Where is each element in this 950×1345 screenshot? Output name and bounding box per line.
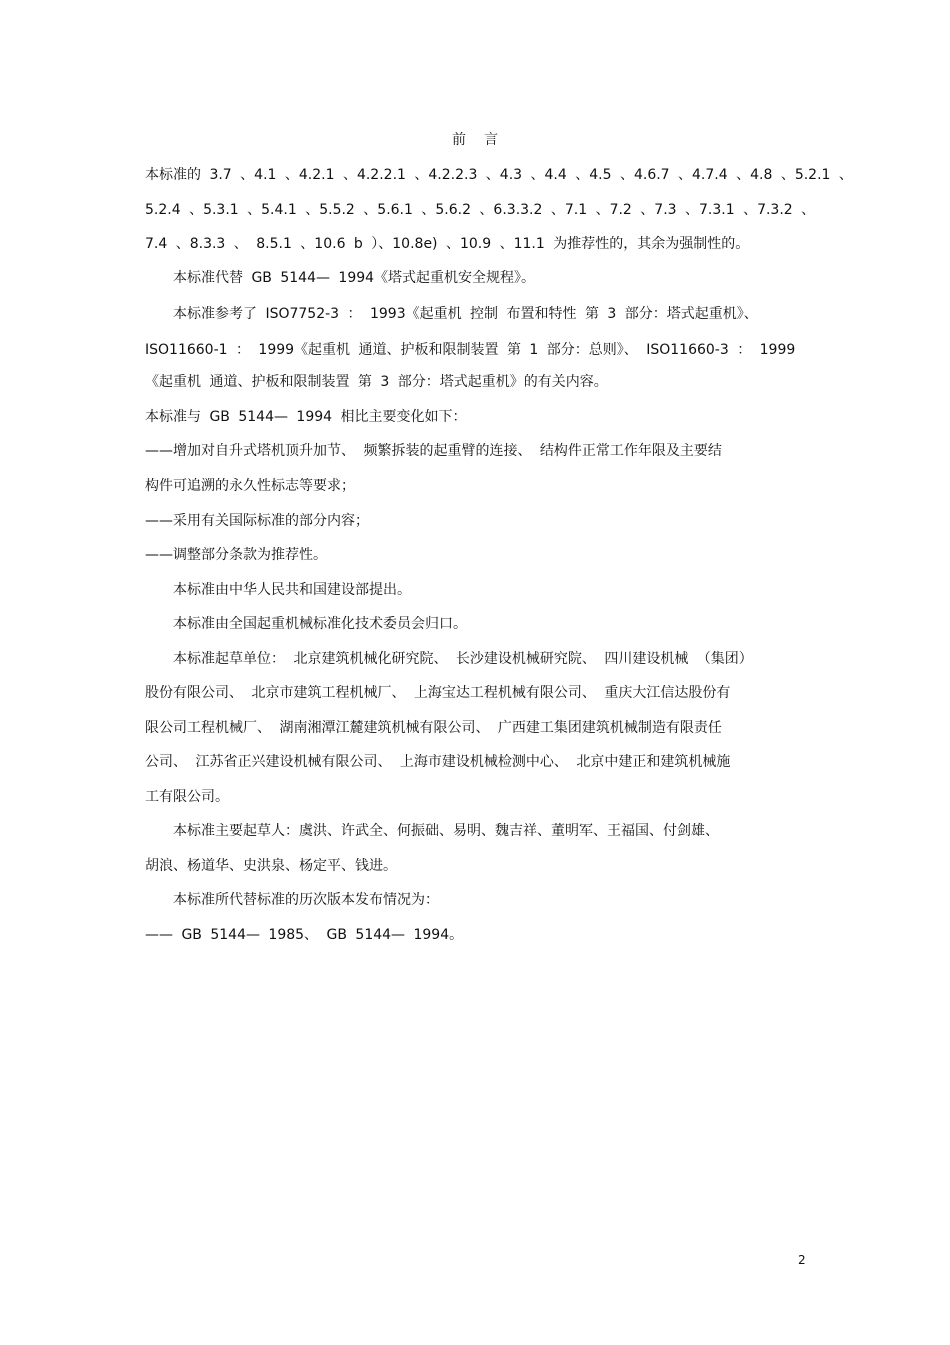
text-line-15: 本标准起草单位： 北京建筑机械化研究院、 长沙建设机械研究院、 四川建设机械 （集团） — [173, 651, 753, 667]
text-line-5: 本标准参考了 ISO7752-3 ： 1993《起重机 控制 布置和特性 第 3 部分：塔式起重机》、 — [173, 306, 758, 322]
text-line-19: 工有限公司。 — [145, 789, 229, 805]
text-line-21: 胡浪、杨道华、史洪泉、杨定平、钱进。 — [145, 858, 397, 874]
page-title: 前言 — [452, 132, 516, 148]
text-line-8: 本标准与 GB 5144— 1994 相比主要变化如下： — [145, 409, 467, 425]
text-line-22: 本标准所代替标准的历次版本发布情况为： — [173, 892, 439, 908]
text-line-18: 公司、 江苏省正兴建设机械有限公司、 上海市建设机械检测中心、 北京中建正和建筑机械施 — [145, 754, 731, 770]
text-line-23: —— GB 5144— 1985、 GB 5144— 1994。 — [145, 927, 464, 943]
text-line-6: ISO11660-1 ： 1999《起重机 通道、护板和限制装置 第 1 部分：总则》、 ISO11660-3 ： 1999 — [145, 342, 796, 358]
text-line-7: 《起重机 通道、护板和限制装置 第 3 部分：塔式起重机》的有关内容。 — [145, 374, 608, 390]
text-line-3: 7.4 、8.3.3 、 8.5.1 、10.6 b ）、10.8e) 、10.9 、11.1 为推荐性的，其余为强制性的。 — [145, 236, 750, 252]
text-line-2: 5.2.4 、5.3.1 、5.4.1 、5.5.2 、5.6.1 、5.6.2 、6.3.3.2 、7.1 、7.2 、7.3 、7.3.1 、7.3.2 、 — [145, 202, 816, 218]
text-line-10: 构件可追溯的永久性标志等要求； — [145, 478, 355, 494]
text-line-16: 股份有限公司、 北京市建筑工程机械厂、 上海宝达工程机械有限公司、 重庆大江信达股份有 — [145, 685, 731, 701]
text-line-9: ——增加对自升式塔机顶升加节、 频繁拆装的起重臂的连接、 结构件正常工作年限及主要结 — [145, 443, 722, 459]
text-line-17: 限公司工程机械厂、 湖南湘潭江麓建筑机械有限公司、 广西建工集团建筑机械制造有限责任 — [145, 720, 722, 736]
text-line-4: 本标准代替 GB 5144— 1994《塔式起重机安全规程》。 — [173, 270, 536, 286]
text-line-12: ——调整部分条款为推荐性。 — [145, 547, 327, 563]
text-line-13: 本标准由中华人民共和国建设部提出。 — [173, 582, 411, 598]
text-line-11: ——采用有关国际标准的部分内容； — [145, 513, 369, 529]
page-number: 2 — [798, 1253, 806, 1267]
text-line-20: 本标准主要起草人：虞洪、许武全、何振础、易明、魏吉祥、董明军、王福国、付剑雄、 — [173, 823, 719, 839]
text-line-1: 本标准的 3.7 、4.1 、4.2.1 、4.2.2.1 、4.2.2.3 、4.3 、4.4 、4.5 、4.6.7 、4.7.4 、4.8 、5.2.1 、 — [145, 167, 853, 183]
text-line-14: 本标准由全国起重机械标准化技术委员会归口。 — [173, 616, 467, 632]
